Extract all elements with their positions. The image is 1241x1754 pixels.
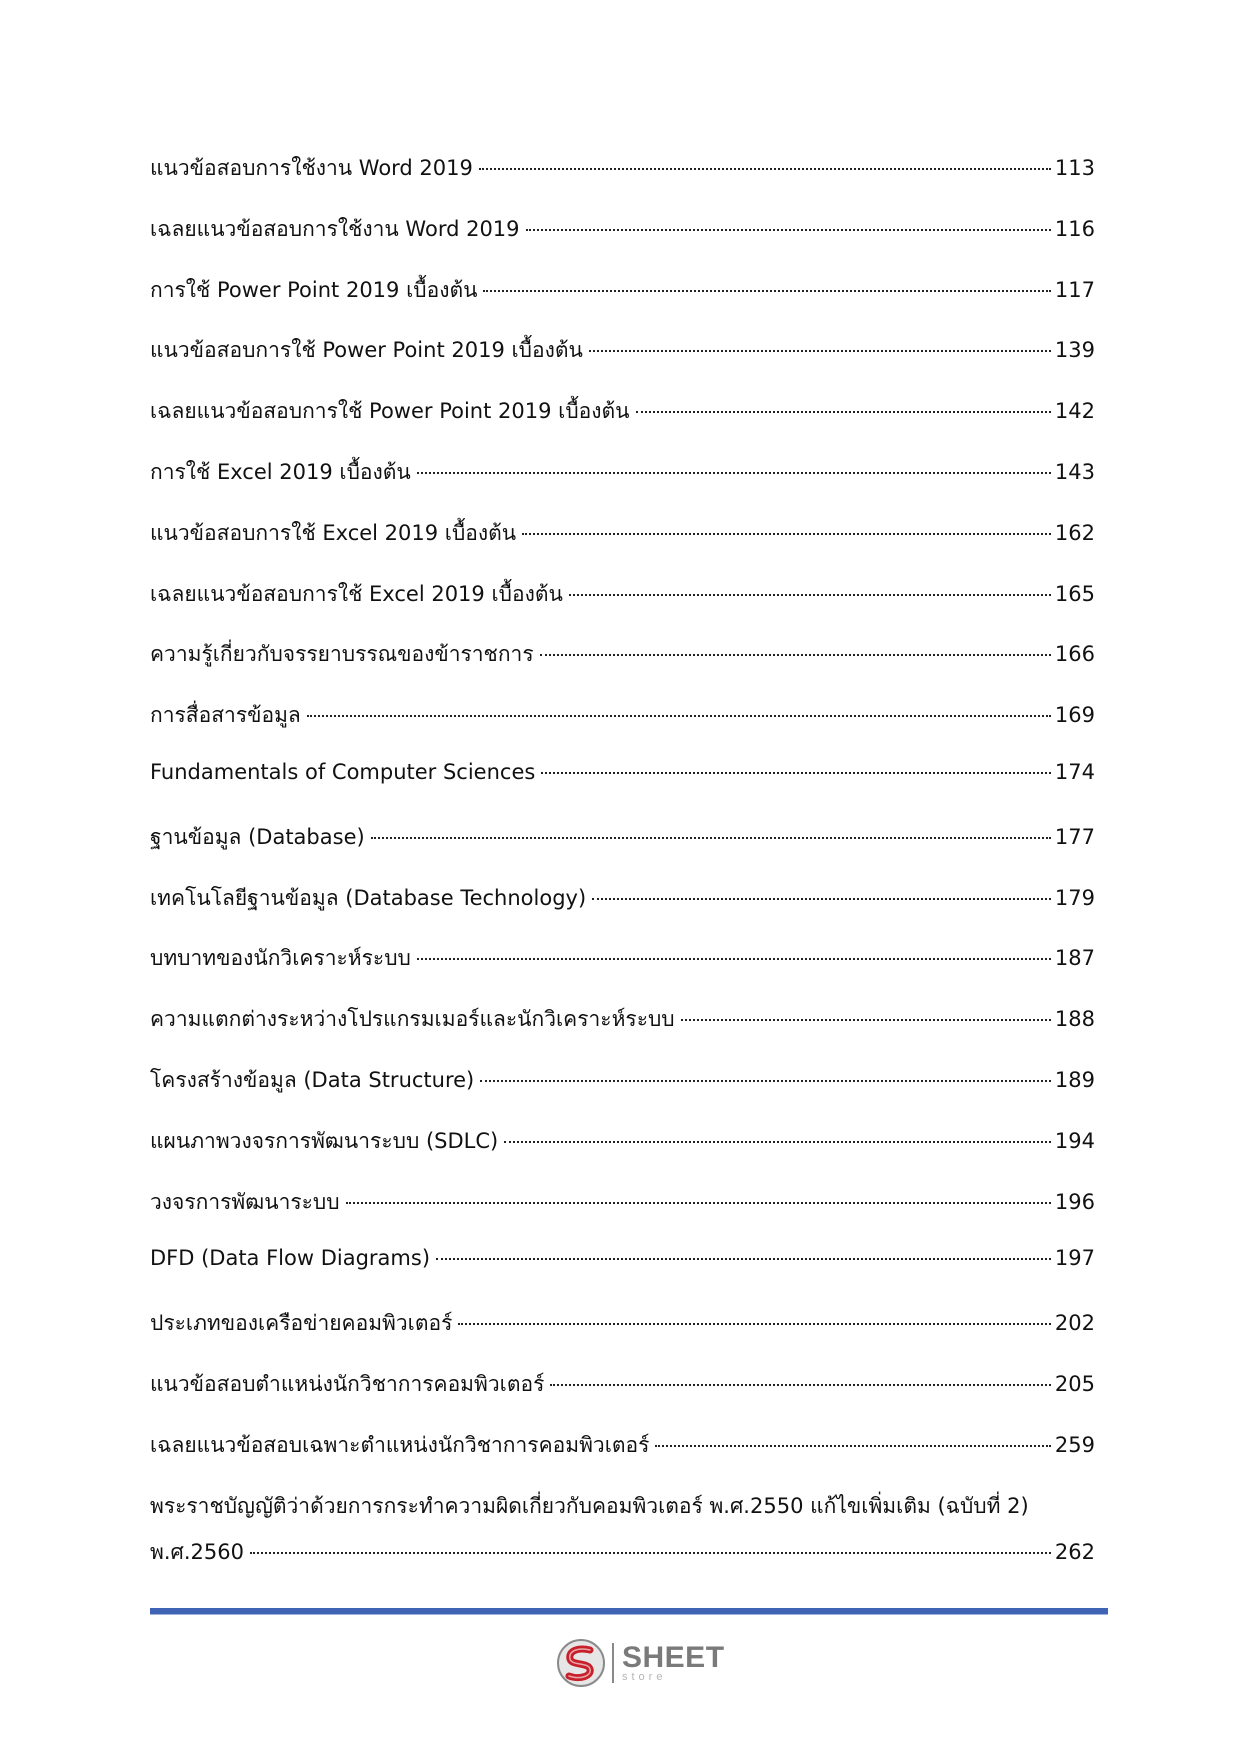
logo-separator [612, 1643, 614, 1683]
toc-entry[interactable] [150, 395, 1095, 456]
toc-entry-page: 174 [1054, 759, 1095, 784]
toc-entry[interactable] [150, 1368, 1095, 1429]
toc-entry[interactable] [150, 334, 1095, 395]
toc-entry-page: 143 [1054, 459, 1095, 484]
dot-leader [483, 290, 1050, 292]
dot-leader [592, 898, 1051, 900]
toc-entry-title: แนวข้อสอบตำแหน่งนักวิชาการคอมพิวเตอร์ [150, 1371, 545, 1396]
dot-leader [307, 715, 1051, 717]
toc-entry-page: 194 [1054, 1128, 1095, 1153]
toc-entry-page: 117 [1054, 277, 1095, 302]
dot-leader [522, 533, 1051, 535]
toc-entry[interactable] [150, 1186, 1095, 1247]
toc-entry-title-line2: พ.ศ.2560 [150, 1539, 244, 1564]
toc-entry-title: แนวข้อสอบการใช้งาน Word 2019 [150, 156, 473, 180]
toc-entry-title: ประเภทของเครือข่ายคอมพิวเตอร์ [150, 1311, 453, 1336]
toc-entry[interactable] [150, 1003, 1095, 1064]
table-of-contents [150, 152, 1095, 1586]
toc-entry-page: 142 [1054, 399, 1095, 424]
toc-entry-title: การสื่อสารข้อมูล [150, 703, 301, 728]
logo-subtitle: store [622, 1671, 667, 1683]
toc-entry[interactable] [150, 821, 1095, 882]
footer-rule [150, 1608, 1108, 1614]
toc-entry[interactable] [150, 274, 1095, 335]
logo-word: SHEET [622, 1641, 725, 1674]
toc-entry-title: เฉลยแนวข้อสอบการใช้ Power Point 2019 เบื้องต้น [150, 399, 630, 424]
toc-entry[interactable] [150, 1246, 1095, 1307]
toc-entry-title: แผนภาพวงจรการพัฒนาระบบ (SDLC) [150, 1128, 499, 1153]
toc-entry[interactable] [150, 1307, 1095, 1368]
toc-entry-page: 196 [1054, 1189, 1095, 1214]
dot-leader [480, 1080, 1051, 1082]
toc-entry-page: 188 [1054, 1007, 1095, 1032]
dot-leader [458, 1323, 1051, 1325]
toc-entry[interactable] [150, 882, 1095, 943]
toc-entry-title-line1: พระราชบัญญัติว่าด้วยการกระทำความผิดเกี่ยวกับคอมพิวเตอร์ พ.ศ.2550 แก้ไขเพิ่มเติม (ฉบับที่ 2) [150, 1493, 1029, 1518]
dot-leader [346, 1202, 1051, 1204]
dot-leader [436, 1258, 1051, 1260]
dot-leader [589, 350, 1051, 352]
toc-entry-title: DFD (Data Flow Diagrams) [150, 1246, 431, 1271]
toc-entry[interactable] [150, 152, 1095, 213]
toc-entry-title: ความแตกต่างระหว่างโปรแกรมเมอร์และนักวิเคราะห์ระบบ [150, 1007, 675, 1032]
toc-entry[interactable] [150, 1064, 1095, 1125]
toc-entry[interactable] [150, 942, 1095, 1003]
toc-entry-title: Fundamentals of Computer Sciences [150, 759, 536, 784]
dot-leader [540, 654, 1051, 656]
dot-leader [655, 1445, 1050, 1447]
toc-entry[interactable] [150, 638, 1095, 699]
toc-entry-page: 177 [1054, 824, 1095, 849]
sheet-store-logo [556, 1636, 725, 1690]
toc-entry-title: แนวข้อสอบการใช้ Excel 2019 เบื้องต้น [150, 520, 517, 545]
toc-entry[interactable] [150, 456, 1095, 517]
dot-leader [417, 472, 1051, 474]
dot-leader [681, 1019, 1051, 1021]
toc-entry-page: 262 [1054, 1539, 1095, 1564]
toc-entry-page: 197 [1054, 1246, 1095, 1271]
toc-entry-page: 139 [1054, 338, 1095, 363]
toc-entry-title: เฉลยแนวข้อสอบเฉพาะตำแหน่งนักวิชาการคอมพิวเตอร์ [150, 1432, 650, 1457]
dot-leader [636, 411, 1051, 413]
dot-leader [541, 772, 1051, 774]
toc-entry-title: เทคโนโลยีฐานข้อมูล (Database Technology) [150, 885, 587, 910]
toc-entry[interactable] [150, 213, 1095, 274]
toc-entry-page: 205 [1054, 1371, 1095, 1396]
toc-entry[interactable] [150, 1429, 1095, 1490]
toc-entry-title: เฉลยแนวข้อสอบการใช้งาน Word 2019 [150, 216, 520, 241]
dot-leader [550, 1384, 1051, 1386]
toc-entry-title: การใช้ Power Point 2019 เบื้องต้น [150, 277, 478, 302]
toc-entry-title: การใช้ Excel 2019 เบื้องต้น [150, 459, 411, 484]
toc-entry-page: 113 [1054, 156, 1095, 180]
toc-entry-page: 189 [1054, 1067, 1095, 1092]
toc-entry-multiline[interactable] [150, 1490, 1095, 1586]
dot-leader [417, 958, 1051, 960]
dot-leader [569, 594, 1051, 596]
toc-entry[interactable] [150, 1125, 1095, 1186]
dot-leader [479, 168, 1051, 170]
sheet-store-logo-icon [556, 1638, 606, 1688]
toc-entry-page: 162 [1054, 520, 1095, 545]
toc-entry-title: ฐานข้อมูล (Database) [150, 824, 365, 849]
toc-entry-page: 259 [1054, 1432, 1095, 1457]
logo-text [622, 1643, 725, 1683]
toc-entry[interactable] [150, 760, 1095, 821]
toc-entry-title: ความรู้เกี่ยวกับจรรยาบรรณของข้าราชการ [150, 642, 534, 667]
toc-entry[interactable] [150, 578, 1095, 639]
toc-entry-page: 169 [1054, 703, 1095, 728]
toc-entry-page: 179 [1054, 885, 1095, 910]
toc-entry-title: โครงสร้างข้อมูล (Data Structure) [150, 1067, 475, 1092]
toc-entry-line2 [150, 1536, 1095, 1586]
toc-entry[interactable] [150, 699, 1095, 760]
dot-leader [526, 229, 1051, 231]
toc-entry-title: เฉลยแนวข้อสอบการใช้ Excel 2019 เบื้องต้น [150, 581, 563, 606]
toc-entry-page: 202 [1054, 1311, 1095, 1336]
dot-leader [371, 837, 1051, 839]
toc-entry-page: 116 [1054, 216, 1095, 241]
toc-entry-title: บทบาทของนักวิเคราะห์ระบบ [150, 946, 411, 971]
toc-entry-title: แนวข้อสอบการใช้ Power Point 2019 เบื้องต้น [150, 338, 583, 363]
dot-leader [250, 1552, 1051, 1554]
dot-leader [504, 1141, 1051, 1143]
toc-entry-page: 165 [1054, 581, 1095, 606]
toc-entry-page: 187 [1054, 946, 1095, 971]
toc-entry[interactable] [150, 517, 1095, 578]
toc-entry-title: วงจรการพัฒนาระบบ [150, 1189, 340, 1214]
toc-entry-page: 166 [1054, 642, 1095, 667]
